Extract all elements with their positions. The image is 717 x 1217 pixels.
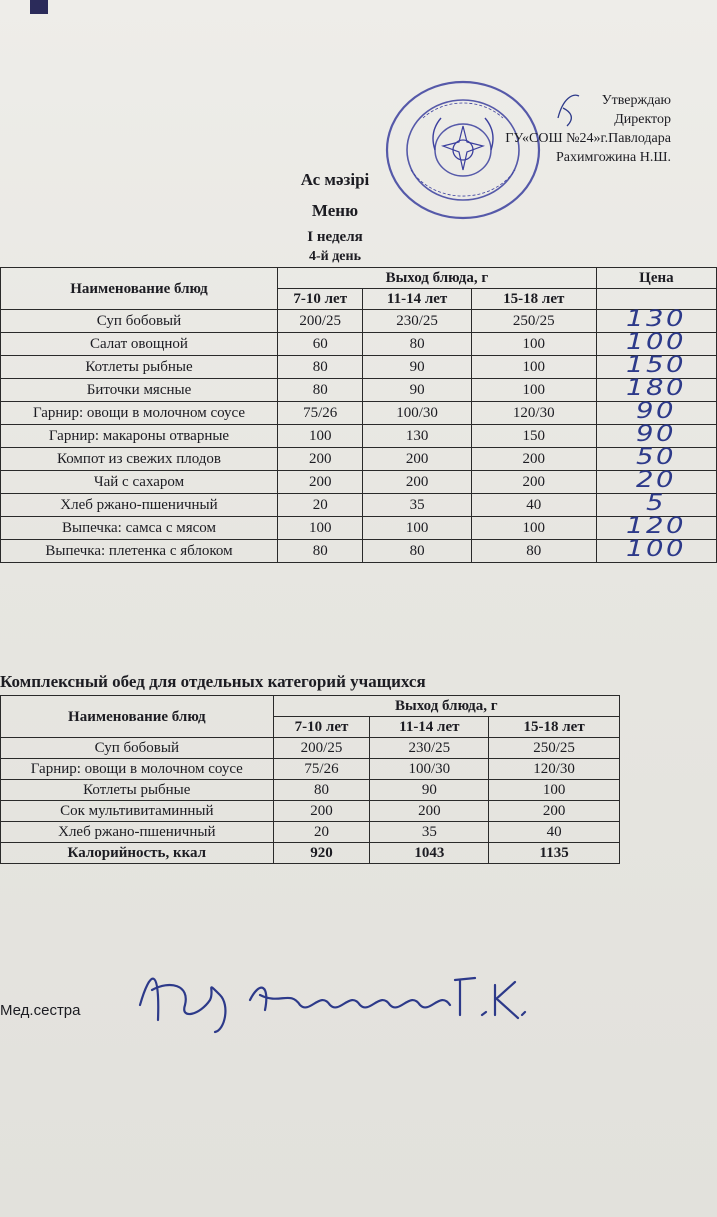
table-row xyxy=(1,471,717,494)
col-header-name: Наименование блюд xyxy=(1,268,278,310)
portion-7-10: 200 xyxy=(277,448,363,471)
portion-11-14: 80 xyxy=(363,333,471,356)
dish-name: Выпечка: самса с мясом xyxy=(1,517,278,540)
table-row xyxy=(1,402,717,425)
total-15-18: 1135 xyxy=(489,843,620,864)
col-header-age3: 15-18 лет xyxy=(471,289,596,310)
portion-7-10: 20 xyxy=(273,822,370,843)
portion-11-14: 100/30 xyxy=(370,759,489,780)
portion-15-18: 100 xyxy=(471,379,596,402)
col-header-output: Выход блюда, г xyxy=(277,268,596,289)
dish-name: Биточки мясные xyxy=(1,379,278,402)
total-row xyxy=(1,843,620,864)
dish-name: Гарнир: макароны отварные xyxy=(1,425,278,448)
nurse-label: Мед.сестра xyxy=(0,1002,81,1019)
dish-name: Хлеб ржано-пшеничный xyxy=(1,822,274,843)
portion-7-10: 75/26 xyxy=(273,759,370,780)
dish-name: Гарнир: овощи в молочном соусе xyxy=(1,759,274,780)
dish-name: Салат овощной xyxy=(1,333,278,356)
portion-7-10: 100 xyxy=(277,425,363,448)
lunch-table xyxy=(0,695,620,864)
portion-15-18: 250/25 xyxy=(471,310,596,333)
price-value: 90 xyxy=(636,399,677,424)
col-header-price: Цена xyxy=(596,268,716,289)
table-row xyxy=(1,780,620,801)
portion-7-10: 20 xyxy=(277,494,363,517)
lunch-col-header-output: Выход блюда, г xyxy=(273,696,619,717)
total-label: Калорийность, ккал xyxy=(1,843,274,864)
portion-7-10: 200/25 xyxy=(273,738,370,759)
price-value: 90 xyxy=(636,422,677,447)
portion-7-10: 80 xyxy=(277,379,363,402)
table-row xyxy=(1,356,717,379)
portion-11-14: 80 xyxy=(363,540,471,563)
heading-day: 4-й день xyxy=(309,249,361,264)
price-value: 130 xyxy=(626,307,687,332)
portion-15-18: 40 xyxy=(489,822,620,843)
portion-7-10: 200 xyxy=(273,801,370,822)
lunch-col-header-age3: 15-18 лет xyxy=(489,717,620,738)
portion-15-18: 200 xyxy=(471,471,596,494)
table-row xyxy=(1,540,717,563)
portion-15-18: 100 xyxy=(489,780,620,801)
portion-11-14: 35 xyxy=(370,822,489,843)
dish-name: Хлеб ржано-пшеничный xyxy=(1,494,278,517)
price-value: 100 xyxy=(626,537,687,562)
approval-line-director: Директор xyxy=(614,112,671,127)
col-header-age1: 7-10 лет xyxy=(277,289,363,310)
portion-11-14: 35 xyxy=(363,494,471,517)
portion-15-18: 100 xyxy=(471,517,596,540)
dish-name: Сок мультивитаминный xyxy=(1,801,274,822)
table-row xyxy=(1,738,620,759)
approval-block xyxy=(505,91,671,167)
price-cell xyxy=(596,537,716,563)
table-row xyxy=(1,759,620,780)
approval-line-approve: Утверждаю xyxy=(601,93,671,108)
dish-name: Котлеты рыбные xyxy=(1,780,274,801)
lunch-table-body xyxy=(1,738,620,864)
portion-11-14: 100/30 xyxy=(363,402,471,425)
portion-11-14: 90 xyxy=(363,379,471,402)
table-row xyxy=(1,379,717,402)
portion-15-18: 200 xyxy=(489,801,620,822)
portion-7-10: 80 xyxy=(277,356,363,379)
portion-11-14: 90 xyxy=(363,356,471,379)
portion-11-14: 100 xyxy=(363,517,471,540)
portion-15-18: 250/25 xyxy=(489,738,620,759)
approval-line-name: Рахимгожина Н.Ш. xyxy=(555,150,671,165)
portion-11-14: 230/25 xyxy=(363,310,471,333)
price-value: 150 xyxy=(626,353,687,378)
price-value: 50 xyxy=(636,445,677,470)
portion-15-18: 150 xyxy=(471,425,596,448)
price-value: 180 xyxy=(626,376,687,401)
table-row xyxy=(1,822,620,843)
portion-11-14: 200 xyxy=(363,448,471,471)
menu-table xyxy=(0,267,717,563)
menu-table-body xyxy=(1,307,717,563)
lunch-col-header-age2: 11-14 лет xyxy=(370,717,489,738)
portion-15-18: 100 xyxy=(471,356,596,379)
portion-7-10: 80 xyxy=(277,540,363,563)
lunch-col-header-age1: 7-10 лет xyxy=(273,717,370,738)
portion-15-18: 120/30 xyxy=(471,402,596,425)
dish-name: Компот из свежих плодов xyxy=(1,448,278,471)
portion-11-14: 130 xyxy=(363,425,471,448)
table-row xyxy=(1,333,717,356)
portion-11-14: 200 xyxy=(363,471,471,494)
dish-name: Чай с сахаром xyxy=(1,471,278,494)
portion-7-10: 60 xyxy=(277,333,363,356)
table-row xyxy=(1,310,717,333)
dish-name: Котлеты рыбные xyxy=(1,356,278,379)
portion-7-10: 200/25 xyxy=(277,310,363,333)
lunch-col-header-name: Наименование блюд xyxy=(1,696,274,738)
price-value: 100 xyxy=(626,330,687,355)
heading-kazakh: Ас мәзірі xyxy=(300,170,370,189)
table-row xyxy=(1,494,717,517)
dish-name: Выпечка: плетенка с яблоком xyxy=(1,540,278,563)
dish-name: Суп бобовый xyxy=(1,738,274,759)
portion-15-18: 200 xyxy=(471,448,596,471)
portion-11-14: 200 xyxy=(370,801,489,822)
approval-line-school: ГУ«СОШ №24»г.Павлодара xyxy=(505,131,671,146)
portion-7-10: 200 xyxy=(277,471,363,494)
price-value: 20 xyxy=(636,468,677,493)
portion-15-18: 80 xyxy=(471,540,596,563)
portion-7-10: 80 xyxy=(273,780,370,801)
heading-menu: Меню xyxy=(311,201,359,220)
corner-mark xyxy=(30,0,48,14)
portion-7-10: 75/26 xyxy=(277,402,363,425)
price-value: 120 xyxy=(626,514,687,539)
portion-11-14: 230/25 xyxy=(370,738,489,759)
total-7-10: 920 xyxy=(273,843,370,864)
dish-name: Суп бобовый xyxy=(1,310,278,333)
portion-15-18: 100 xyxy=(471,333,596,356)
table-row xyxy=(1,801,620,822)
portion-15-18: 40 xyxy=(471,494,596,517)
portion-15-18: 120/30 xyxy=(489,759,620,780)
dish-name: Гарнир: овощи в молочном соусе xyxy=(1,402,278,425)
portion-7-10: 100 xyxy=(277,517,363,540)
table-row xyxy=(1,425,717,448)
price-value: 5 xyxy=(646,491,667,516)
heading-week: I неделя xyxy=(307,229,363,245)
col-header-age2: 11-14 лет xyxy=(363,289,471,310)
total-11-14: 1043 xyxy=(370,843,489,864)
nurse-signature xyxy=(130,960,530,1035)
table-row xyxy=(1,448,717,471)
lunch-section-title: Комплексный обед для отдельных категорий учащихся xyxy=(0,672,426,691)
portion-11-14: 90 xyxy=(370,780,489,801)
table-row xyxy=(1,517,717,540)
